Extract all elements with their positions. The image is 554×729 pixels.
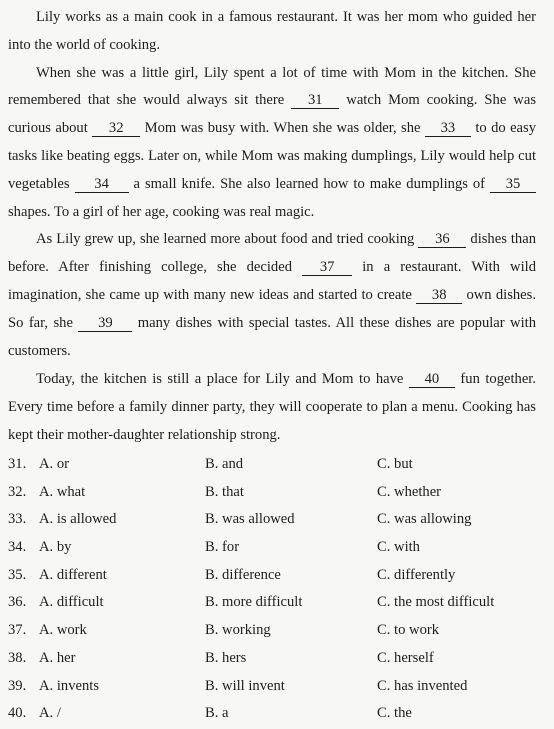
passage-text: Mom was busy with. When she was older, she bbox=[144, 120, 421, 137]
blank-31: 31 bbox=[291, 92, 339, 109]
option-b: B. working bbox=[205, 622, 271, 639]
option-c: C. has invented bbox=[377, 677, 468, 694]
passage-text: dishes than before. After finishing college, she decided bbox=[8, 231, 537, 276]
answer-options bbox=[8, 451, 548, 728]
option-a: A. her bbox=[39, 649, 76, 666]
blank-34: 34 bbox=[75, 176, 129, 193]
passage-text: Lily works as a main cook in a famous restaurant. It was her mom who guided her into the world of cooking. bbox=[8, 9, 536, 53]
option-a: A. difficult bbox=[39, 594, 104, 611]
paragraph-3 bbox=[8, 226, 536, 365]
blank-32: 32 bbox=[92, 120, 140, 137]
blank-40: 40 bbox=[409, 371, 455, 388]
question-number: 33. bbox=[8, 511, 27, 528]
option-b: B. difference bbox=[205, 566, 281, 583]
question-number: 40. bbox=[8, 705, 27, 722]
option-a: A. different bbox=[39, 566, 107, 583]
option-row-37 bbox=[8, 617, 548, 645]
option-b: B. hers bbox=[205, 649, 247, 666]
paragraph-4 bbox=[8, 366, 536, 449]
option-c: C. herself bbox=[377, 649, 434, 666]
option-b: B. more difficult bbox=[205, 594, 303, 611]
passage-text: to do easy tasks like beating eggs. Later on, while Mom was making dumplings, Lily would help cut vegetables bbox=[8, 120, 536, 192]
option-a: A. by bbox=[39, 539, 72, 556]
passage-text: own dishes. So far, she bbox=[8, 286, 536, 331]
option-row-35 bbox=[8, 562, 548, 590]
blank-38: 38 bbox=[416, 287, 462, 304]
option-b: B. a bbox=[205, 705, 229, 722]
question-number: 31. bbox=[8, 456, 27, 472]
option-b: B. for bbox=[205, 539, 240, 556]
option-c: C. differently bbox=[377, 566, 456, 583]
option-c: C. to work bbox=[377, 622, 440, 639]
blank-37: 37 bbox=[302, 259, 352, 276]
option-c: C. but bbox=[377, 456, 413, 472]
option-row-36 bbox=[8, 589, 548, 617]
question-number: 37. bbox=[8, 622, 27, 639]
option-a: A. what bbox=[39, 483, 86, 500]
option-row-40 bbox=[8, 700, 548, 728]
paragraph-2 bbox=[8, 60, 536, 227]
question-number: 38. bbox=[8, 649, 27, 666]
option-b: B. will invent bbox=[205, 677, 285, 694]
option-c: C. was allowing bbox=[377, 511, 472, 528]
option-b: B. was allowed bbox=[205, 511, 295, 528]
option-row-38 bbox=[8, 645, 548, 673]
option-a: A. invents bbox=[39, 677, 99, 694]
passage-text: many dishes with special tastes. All these dishes are popular with customers. bbox=[8, 314, 536, 359]
option-b: B. and bbox=[205, 456, 244, 472]
blank-36: 36 bbox=[418, 231, 466, 248]
blank-33: 33 bbox=[425, 120, 471, 137]
passage-text: As Lily grew up, she learned more about food and tried cooking bbox=[36, 231, 415, 248]
option-row-33 bbox=[8, 506, 548, 534]
option-c: C. whether bbox=[377, 483, 442, 500]
passage-text: watch Mom cooking. She was curious about bbox=[8, 92, 537, 137]
question-number: 39. bbox=[8, 677, 27, 694]
option-row-32 bbox=[8, 479, 548, 507]
option-c: C. with bbox=[377, 539, 420, 556]
passage-text: a small knife. She also learned how to make dumplings of bbox=[133, 175, 486, 192]
option-a: A. / bbox=[39, 705, 61, 722]
question-number: 34. bbox=[8, 539, 27, 556]
option-a: A. or bbox=[39, 456, 69, 472]
paragraph-1 bbox=[8, 4, 536, 60]
question-number: 36. bbox=[8, 594, 27, 611]
passage-text: fun together. Every time before a family dinner party, they will cooperate to plan a menu. Cooking has kept their mother-daughter relationship strong. bbox=[8, 371, 537, 443]
option-c: C. the most difficult bbox=[377, 594, 495, 611]
option-a: A. is allowed bbox=[39, 511, 117, 528]
passage-text: shapes. To a girl of her age, cooking was real magic. bbox=[8, 203, 315, 220]
option-row-31 bbox=[8, 451, 548, 479]
cloze-passage bbox=[8, 4, 536, 450]
option-b: B. that bbox=[205, 483, 244, 500]
blank-39: 39 bbox=[78, 315, 132, 332]
option-row-39 bbox=[8, 673, 548, 701]
option-c: C. the bbox=[377, 705, 412, 722]
passage-text: in a restaurant. With wild imagination, she came up with many new ideas and started to create bbox=[8, 259, 537, 303]
option-row-34 bbox=[8, 534, 548, 562]
question-number: 32. bbox=[8, 483, 27, 500]
question-number: 35. bbox=[8, 566, 27, 583]
passage-text: When she was a little girl, Lily spent a lot of time with Mom in the kitchen. She remembered that she would always sit there bbox=[8, 64, 536, 109]
option-a: A. work bbox=[39, 622, 87, 639]
passage-text: Today, the kitchen is still a place for Lily and Mom to have bbox=[36, 371, 404, 388]
blank-35: 35 bbox=[490, 176, 536, 193]
